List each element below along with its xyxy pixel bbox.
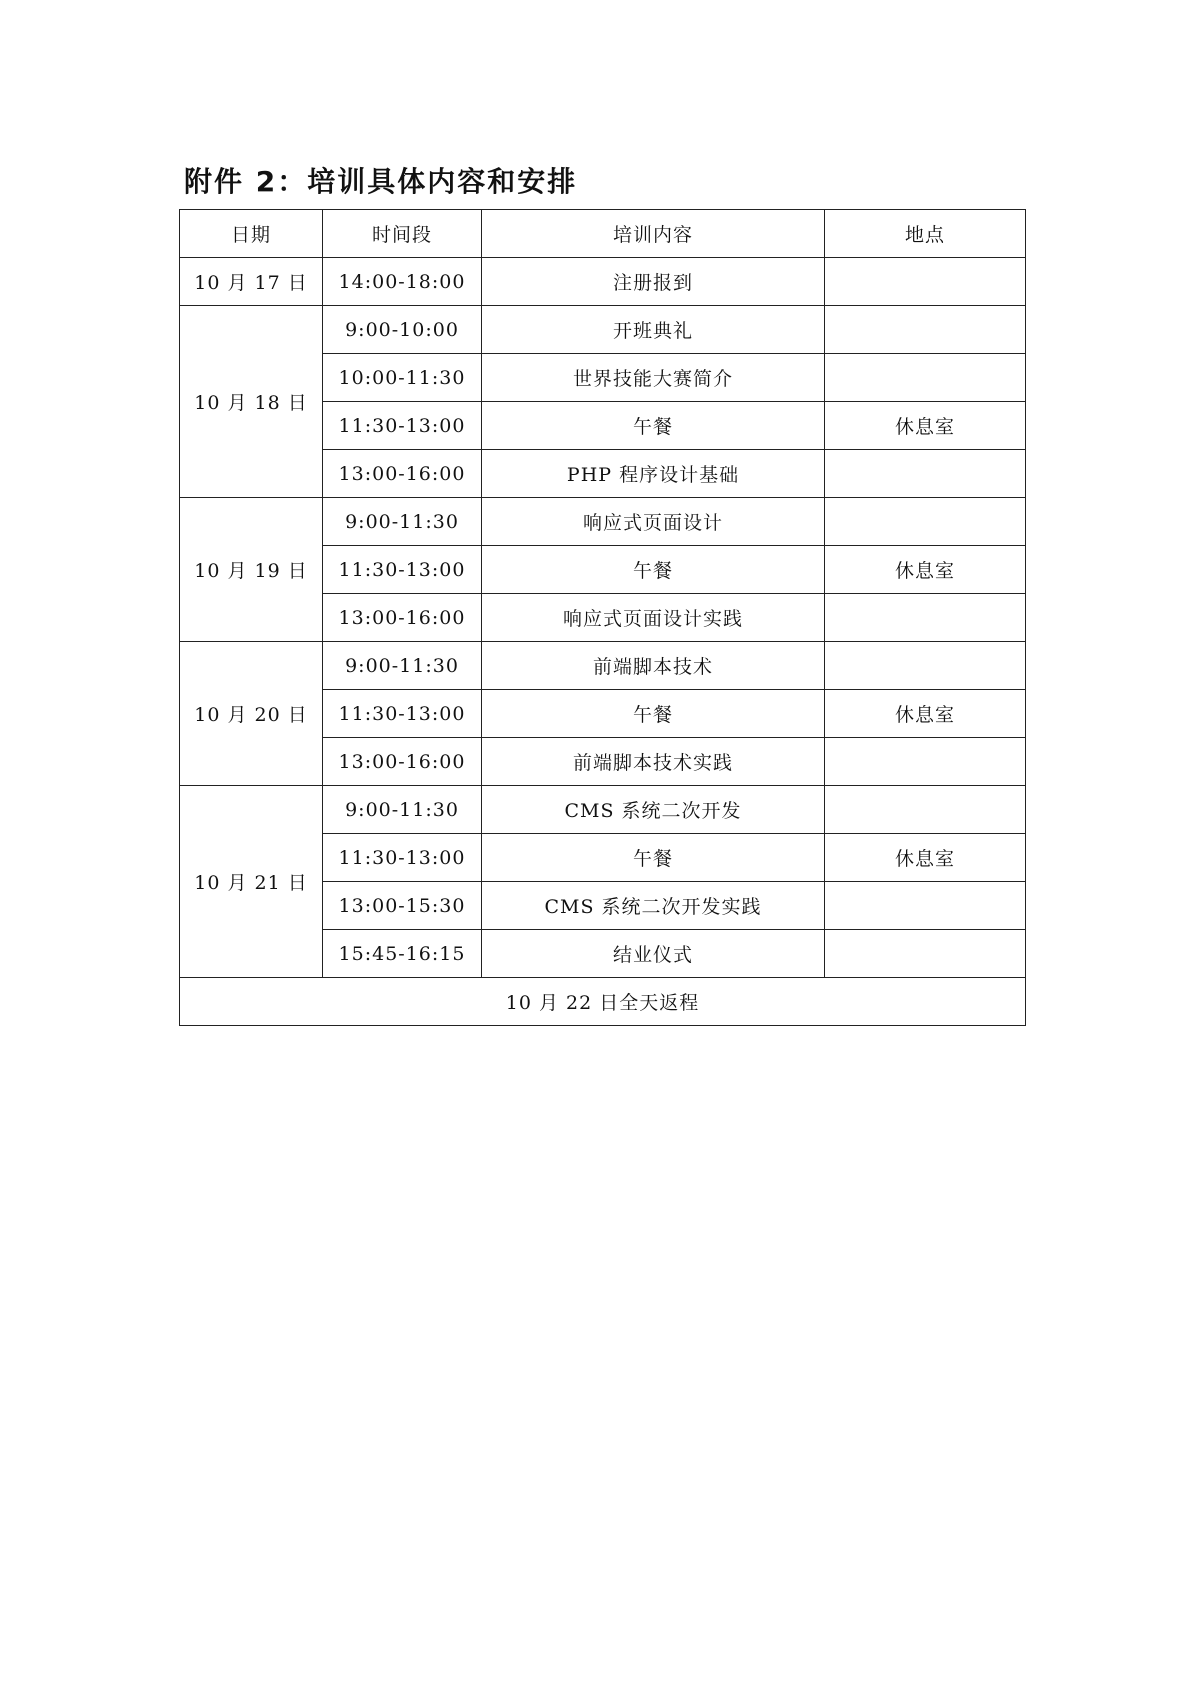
content-cell: 午餐 (482, 546, 825, 594)
content-cell: 响应式页面设计 (482, 498, 825, 546)
footer-row (180, 978, 1026, 1026)
content-cell: 响应式页面设计实践 (482, 594, 825, 642)
place-cell (825, 882, 1026, 930)
time-cell: 13:00-16:00 (323, 738, 482, 786)
date-cell: 10 月 21 日 (180, 786, 323, 978)
return-note: 10 月 22 日全天返程 (180, 978, 1026, 1026)
content-cell: 午餐 (482, 402, 825, 450)
content-cell: CMS 系统二次开发实践 (482, 882, 825, 930)
time-cell: 9:00-11:30 (323, 786, 482, 834)
content-cell: 前端脚本技术实践 (482, 738, 825, 786)
table-row (180, 258, 1026, 306)
place-cell (825, 306, 1026, 354)
header-row (180, 210, 1026, 258)
time-cell: 11:30-13:00 (323, 402, 482, 450)
content-cell: 午餐 (482, 690, 825, 738)
time-cell: 13:00-16:00 (323, 594, 482, 642)
content-cell: 午餐 (482, 834, 825, 882)
date-cell: 10 月 17 日 (180, 258, 323, 306)
schedule-table (179, 209, 1026, 1026)
header-date: 日期 (180, 210, 323, 258)
time-cell: 11:30-13:00 (323, 834, 482, 882)
place-cell: 休息室 (825, 834, 1026, 882)
time-cell: 14:00-18:00 (323, 258, 482, 306)
content-cell: 注册报到 (482, 258, 825, 306)
time-cell: 11:30-13:00 (323, 546, 482, 594)
content-cell: 前端脚本技术 (482, 642, 825, 690)
date-cell: 10 月 20 日 (180, 642, 323, 786)
header-content: 培训内容 (482, 210, 825, 258)
table-row (180, 786, 1026, 834)
place-cell (825, 450, 1026, 498)
place-cell: 休息室 (825, 546, 1026, 594)
time-cell: 9:00-11:30 (323, 642, 482, 690)
place-cell: 休息室 (825, 402, 1026, 450)
time-cell: 9:00-11:30 (323, 498, 482, 546)
content-cell: 世界技能大赛简介 (482, 354, 825, 402)
place-cell (825, 258, 1026, 306)
table-row (180, 642, 1026, 690)
place-cell (825, 786, 1026, 834)
date-cell: 10 月 18 日 (180, 306, 323, 498)
time-cell: 10:00-11:30 (323, 354, 482, 402)
schedule-body (180, 258, 1026, 978)
time-cell: 13:00-16:00 (323, 450, 482, 498)
place-cell: 休息室 (825, 690, 1026, 738)
content-cell: PHP 程序设计基础 (482, 450, 825, 498)
time-cell: 15:45-16:15 (323, 930, 482, 978)
place-cell (825, 930, 1026, 978)
time-cell: 9:00-10:00 (323, 306, 482, 354)
content-cell: 开班典礼 (482, 306, 825, 354)
table-row (180, 498, 1026, 546)
header-place: 地点 (825, 210, 1026, 258)
place-cell (825, 498, 1026, 546)
place-cell (825, 738, 1026, 786)
place-cell (825, 354, 1026, 402)
content-cell: 结业仪式 (482, 930, 825, 978)
date-cell: 10 月 19 日 (180, 498, 323, 642)
table-row (180, 306, 1026, 354)
content-cell: CMS 系统二次开发 (482, 786, 825, 834)
time-cell: 11:30-13:00 (323, 690, 482, 738)
page-title: 附件 2：培训具体内容和安排 (184, 165, 578, 198)
header-time: 时间段 (323, 210, 482, 258)
place-cell (825, 594, 1026, 642)
time-cell: 13:00-15:30 (323, 882, 482, 930)
place-cell (825, 642, 1026, 690)
